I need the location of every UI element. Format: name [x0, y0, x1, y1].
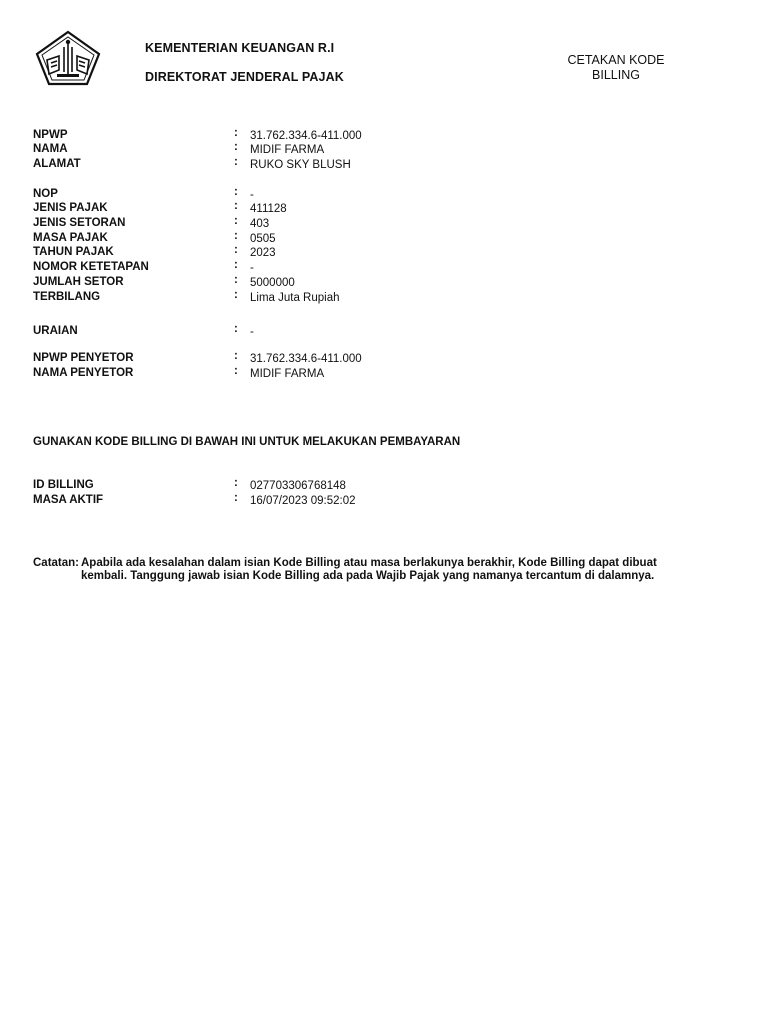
field-label: MASA AKTIF — [33, 494, 104, 506]
ministry-name: KEMENTERIAN KEUANGAN R.I — [145, 41, 335, 55]
field-value: RUKO SKY BLUSH — [250, 159, 351, 171]
field-value: 31.762.334.6-411.000 — [250, 130, 362, 142]
field-colon: : — [234, 244, 238, 256]
field-value: - — [250, 189, 254, 201]
field-value: MIDIF FARMA — [250, 368, 325, 380]
field-masa-aktif — [33, 494, 733, 509]
field-tahun-pajak — [33, 246, 733, 261]
field-colon: : — [234, 259, 238, 271]
field-colon: : — [234, 492, 238, 504]
field-value: 411128 — [250, 203, 287, 215]
field-colon: : — [234, 127, 238, 139]
field-label: NAMA — [33, 143, 68, 155]
field-colon: : — [234, 274, 238, 286]
field-colon: : — [234, 156, 238, 168]
field-colon: : — [234, 477, 238, 489]
field-label: TERBILANG — [33, 291, 101, 303]
field-jenis-pajak — [33, 202, 733, 217]
field-colon: : — [234, 323, 238, 335]
field-label: ALAMAT — [33, 158, 81, 170]
note-text: Apabila ada kesalahan dalam isian Kode Billing atau masa berlakunya berakhir, Kode Billing dapat dibuat kembali. Tanggung jawab isian Kode Billing ada pada Wajib Pajak yang namanya tercantum di dalamnya. — [81, 557, 657, 582]
document-title — [548, 53, 684, 83]
field-colon: : — [234, 200, 238, 212]
note — [33, 557, 693, 583]
field-label: JUMLAH SETOR — [33, 276, 124, 288]
field-value: 16/07/2023 09:52:02 — [250, 495, 356, 507]
field-value: 0505 — [250, 233, 276, 245]
field-id-billing — [33, 479, 733, 494]
field-colon: : — [234, 350, 238, 362]
field-npwp — [33, 129, 733, 144]
field-colon: : — [234, 186, 238, 198]
field-nomor-ketetapan — [33, 261, 733, 276]
field-colon: : — [234, 141, 238, 153]
field-value: - — [250, 262, 254, 274]
payment-instruction: GUNAKAN KODE BILLING DI BAWAH INI UNTUK MELAKUKAN PEMBAYARAN — [33, 436, 461, 448]
field-label: JENIS PAJAK — [33, 202, 108, 214]
field-value: 5000000 — [250, 277, 295, 289]
field-label: NOP — [33, 188, 58, 200]
field-colon: : — [234, 230, 238, 242]
field-value: 403 — [250, 218, 270, 230]
document-title-line1: CETAKAN KODE — [567, 53, 665, 67]
field-terbilang — [33, 291, 733, 306]
field-npwp-penyetor — [33, 352, 733, 367]
field-value: 31.762.334.6-411.000 — [250, 353, 362, 365]
field-value: Lima Juta Rupiah — [250, 292, 340, 304]
field-label: MASA PAJAK — [33, 232, 108, 244]
field-jenis-setoran — [33, 217, 733, 232]
field-alamat — [33, 158, 733, 173]
kemenkeu-logo-icon — [35, 30, 101, 86]
note-label: Catatan: — [33, 557, 80, 569]
field-label: NOMOR KETETAPAN — [33, 261, 149, 273]
field-uraian — [33, 325, 733, 340]
directorate-name: DIREKTORAT JENDERAL PAJAK — [145, 70, 344, 84]
field-label: ID BILLING — [33, 479, 94, 491]
field-value: - — [250, 326, 254, 338]
document-title-line2: BILLING — [592, 68, 640, 82]
field-colon: : — [234, 289, 238, 301]
field-label: JENIS SETORAN — [33, 217, 126, 229]
field-value: 2023 — [250, 247, 276, 259]
field-masa-pajak — [33, 232, 733, 247]
field-nama-penyetor — [33, 367, 733, 382]
field-nop — [33, 188, 733, 203]
field-label: NAMA PENYETOR — [33, 367, 134, 379]
field-nama — [33, 143, 733, 158]
field-colon: : — [234, 215, 238, 227]
field-label: NPWP PENYETOR — [33, 352, 134, 364]
field-label: TAHUN PAJAK — [33, 246, 114, 258]
field-value: 027703306768148 — [250, 480, 346, 492]
field-jumlah-setor — [33, 276, 733, 291]
field-value: MIDIF FARMA — [250, 144, 325, 156]
field-colon: : — [234, 365, 238, 377]
field-label: NPWP — [33, 129, 68, 141]
field-label: URAIAN — [33, 325, 78, 337]
